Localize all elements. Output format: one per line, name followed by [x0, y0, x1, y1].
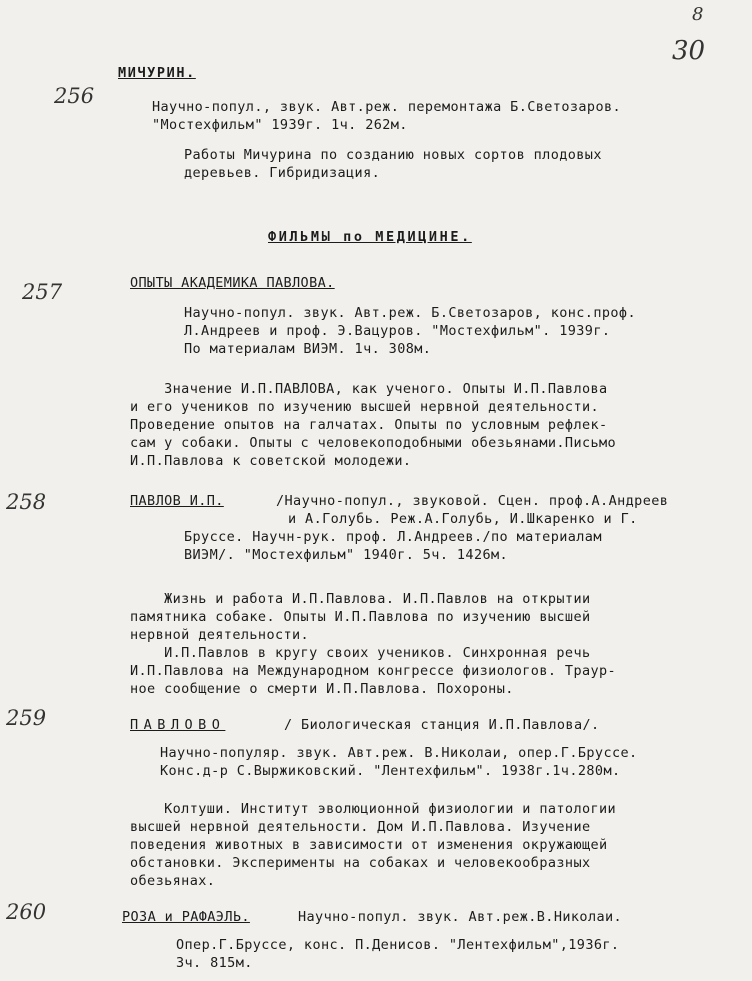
entry-desc-line: Проведение опытов на галчатах. Опыты по условным рефлек- [130, 417, 608, 433]
entry-meta-line: "Мостехфильм" 1939г. 1ч. 262м. [152, 117, 408, 133]
entry-desc-line: Значение И.П.ПАВЛОВА, как ученого. Опыты И.П.Павлова [130, 381, 608, 397]
entry-desc-line: И.П.Павлова на Международном конгрессе физиологов. Траур- [130, 663, 617, 679]
entry-meta-line: Л.Андреев и проф. Э.Вацуров. "Мостехфильм". 1939г. [184, 323, 611, 339]
entry-desc-line: высшей нервной деятельности. Дом И.П.Павлова. Изучение [130, 819, 591, 835]
entry-number: 257 [22, 280, 63, 304]
entry-meta-line: Научно-попул., звук. Авт.реж. перемонтажа Б.Светозаров. [152, 99, 622, 115]
entry-meta-line: ВИЭМ/. "Мостехфильм" 1940г. 5ч. 1426м. [184, 547, 509, 563]
entry-desc-line: памятника собаке. Опыты И.П.Павлова по изучению высшей [130, 609, 591, 625]
entry-number: 259 [6, 706, 47, 730]
entry-desc-line: обезьянах. [130, 873, 216, 889]
section-heading: ФИЛЬМЫ по МЕДИЦИНЕ. [268, 229, 472, 245]
entry-desc-line: деревьев. Гибридизация. [184, 165, 381, 181]
entry-number: 258 [6, 490, 47, 514]
entry-desc-line: обстановки. Эксперименты на собаках и человекообразных [130, 855, 591, 871]
entry-desc-line: сам у собаки. Опыты с человекоподобными обезьянами.Письмо [130, 435, 617, 451]
entry-desc-line: нервной деятельности. [130, 627, 310, 643]
entry-meta-line: Опер.Г.Бруссе, конс. П.Денисов. "Лентехфильм",1936г. [176, 937, 620, 953]
entry-meta-line: и А.Голубь. Реж.А.Голубь, И.Шкаренко и Г. [288, 511, 638, 527]
entry-desc-line: Колтуши. Институт эволюционной физиологии и патологии [130, 801, 617, 817]
entry-meta-line: Научно-попул. звук. Авт.реж.В.Николаи. [298, 909, 623, 925]
entry-number: 260 [6, 900, 47, 924]
entry-desc-line: ное сообщение о смерти И.П.Павлова. Похороны. [130, 681, 514, 697]
entry-number: 256 [54, 84, 95, 108]
entry-title: РОЗА и РАФАЭЛЬ. [122, 909, 250, 925]
entry-subtitle: / Биологическая станция И.П.Павлова/. [284, 717, 600, 733]
entry-meta-line: Бруссе. Научн-рук. проф. Л.Андреев./по материалам [184, 529, 602, 545]
page-number: 30 [672, 36, 706, 66]
entry-desc-line: и его учеников по изучению высшей нервной деятельности. [130, 399, 600, 415]
entry-desc-line: поведения животных в зависимости от изменения окружающей [130, 837, 608, 853]
entry-meta-line: Научно-попул. звук. Авт.реж. Б.Светозаров, конс.проф. [184, 305, 636, 321]
page-corner-mark: 8 [692, 4, 704, 25]
entry-desc-line: Жизнь и работа И.П.Павлова. И.П.Павлов на открытии [130, 591, 591, 607]
entry-desc-line: Работы Мичурина по созданию новых сортов плодовых [184, 147, 602, 163]
entry-title: МИЧУРИН. [118, 65, 196, 81]
entry-meta-line: По материалам ВИЭМ. 1ч. 308м. [184, 341, 432, 357]
entry-meta-line: Научно-популяр. звук. Авт.реж. В.Николаи, опер.Г.Бруссе. [160, 745, 638, 761]
entry-title: ПАВЛОВ И.П. [130, 493, 224, 509]
entry-meta-line: /Научно-попул., звуковой. Сцен. проф.А.Андреев [276, 493, 669, 509]
entry-desc-line: И.П.Павлов в кругу своих учеников. Синхронная речь [130, 645, 591, 661]
entry-title: ПАВЛОВО [130, 717, 226, 733]
entry-desc-line: И.П.Павлова к советской молодежи. [130, 453, 412, 469]
entry-meta-line: Конс.д-р С.Выржиковский. "Лентехфильм". 1938г.1ч.280м. [160, 763, 621, 779]
entry-title: ОПЫТЫ АКАДЕМИКА ПАВЛОВА. [130, 275, 335, 291]
entry-meta-line: 3ч. 815м. [176, 955, 253, 971]
